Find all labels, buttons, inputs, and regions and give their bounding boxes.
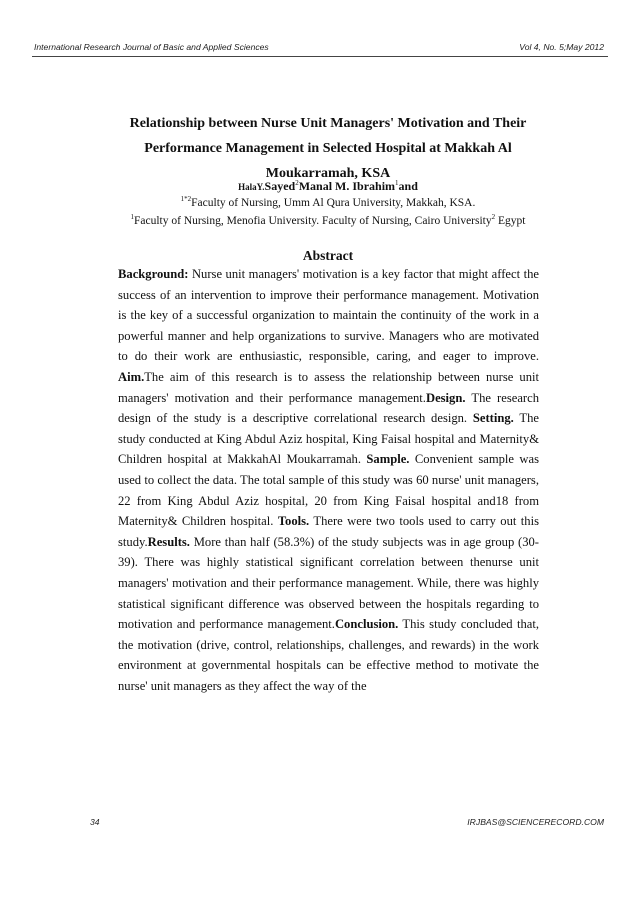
design-label: Design.	[425, 390, 466, 405]
volume-info: Vol 4, No. 5;May 2012	[519, 42, 604, 52]
affiliation-2-sup-b: 2	[491, 213, 496, 222]
aim-text: The aim of this research is to assess the relationship between nurse unit managers' motivation and their performance management.	[118, 369, 539, 405]
author-line	[115, 179, 541, 194]
setting-label: Setting.	[472, 411, 514, 426]
affiliation-2-text: Faculty of Nursing, Menofia University. Faculty of Nursing, Cairo University	[134, 215, 492, 227]
affiliation-1-sup: 1*2	[180, 195, 192, 204]
author-2-sup: 1	[395, 179, 399, 188]
author-1-sup: 2	[295, 179, 299, 188]
running-head	[34, 42, 604, 52]
author-2: Manal M. Ibrahim	[298, 179, 396, 193]
sample-label: Sample.	[366, 452, 410, 467]
background-label: Background:	[118, 267, 189, 281]
author-suffix: and	[398, 179, 418, 193]
conclusion-label: Conclusion.	[334, 617, 399, 632]
setting-text: The study conducted at King Abdul Aziz hospital, King Faisal hospital and Maternity& Children hospital at MakkahAl Moukarramah.	[118, 411, 539, 467]
journal-name: International Research Journal of Basic and Applied Sciences	[34, 42, 269, 52]
affiliation-2-sup-a: 1	[130, 213, 134, 222]
page-number: 34	[90, 817, 100, 827]
affiliation-2	[110, 215, 546, 227]
sample-text: Convenient sample was used to collect the data. The total sample of this study was 60 nurse' unit managers, 22 from King Abdul Aziz hospital, 20 from King Faisal hospital and18 from Maternity& Children hospital.	[118, 452, 540, 529]
tools-text: There were two tools used to carry out this study.	[118, 514, 539, 549]
background-text: Nurse unit managers' motivation is a key factor that might affect the success of an intervention to improve their performance management. Motivation is the key of a successful organization to maintain the continuity of the work in a powerful manner and help organizations to survive. Managers who are motivated to do their work are enthusiastic, responsible, caring, and eager to improve.	[118, 267, 539, 364]
conclusion-text: This study concluded that, the motivation (drive, control, relationships, challenges, and rewards) in the work environment at governmental hospitals can be effective method to motivate the nurse' unit managers as they affect the way of the	[118, 617, 539, 693]
affiliation-2-end: Egypt	[495, 215, 526, 227]
affiliation-1-text: Faculty of Nursing, Umm Al Qura University, Makkah, KSA.	[191, 197, 476, 209]
header-rule	[32, 56, 608, 57]
aim-label: Aim.	[118, 369, 145, 384]
design-text: The research design of the study is a descriptive correlational research design.	[118, 390, 540, 426]
author-prefix: HalaY.	[238, 182, 265, 192]
tools-label: Tools.	[277, 514, 310, 529]
footer-email: IRJBAS@SCIENCERECORD.COM	[467, 817, 604, 827]
author-1: Sayed	[264, 179, 296, 193]
abstract-body	[118, 264, 539, 696]
results-text: More than half (58.3%) of the study subjects was in age group (30-39). There was highly statistical significant correlation between thenurse unit managers' motivation and their performance management. While, there was highly statistical significant difference was observed between the hospitals regarding to motivation and performance management.	[118, 534, 539, 632]
page-footer	[90, 817, 604, 827]
abstract-heading: Abstract	[302, 248, 354, 263]
affiliation-1	[110, 197, 546, 209]
paper-title: Relationship between Nurse Unit Managers' Motivation and Their Performance Management in Selected Hospital at Makkah Al Moukarramah, KSA	[129, 116, 527, 181]
results-label: Results.	[147, 534, 190, 549]
